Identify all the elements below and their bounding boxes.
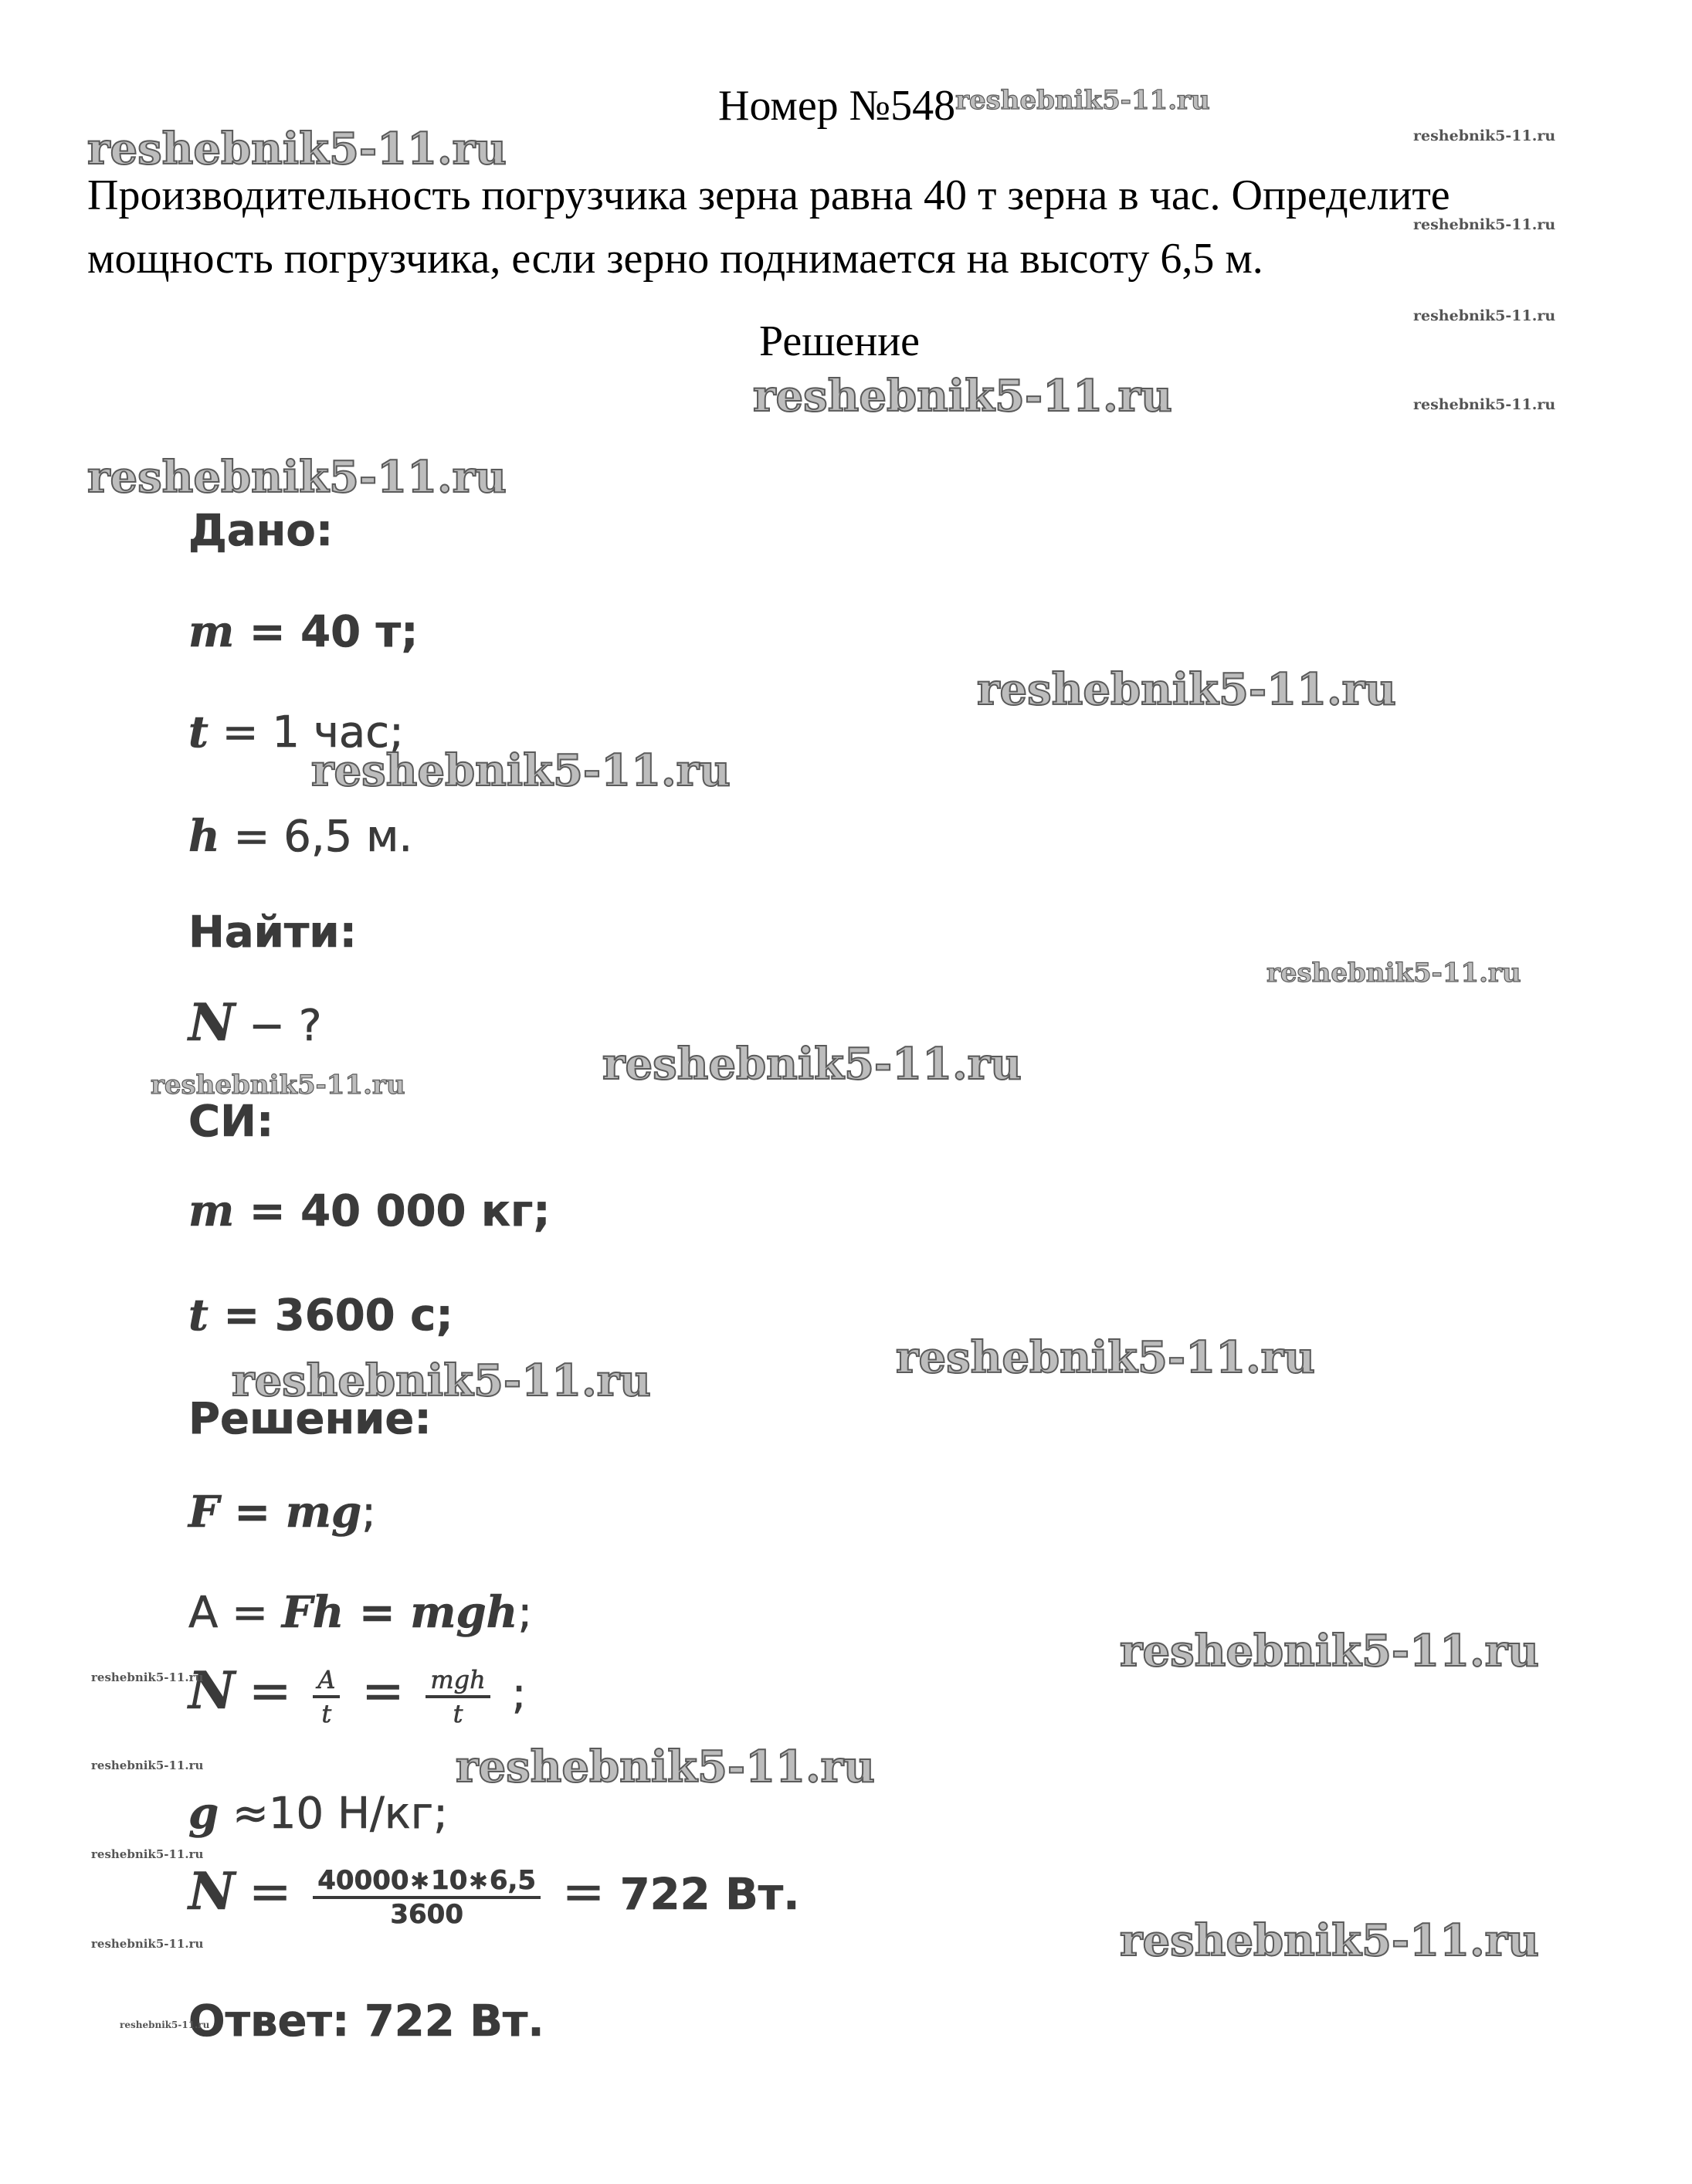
formula-force (188, 1487, 376, 1538)
var-m: m (188, 1185, 235, 1236)
calculation-result: 722 Вт. (605, 1870, 800, 1920)
given-mass-value: = 40 т; (234, 607, 419, 657)
fraction-denominator: 3600 (390, 1898, 463, 1930)
var-h: h (188, 811, 220, 862)
fraction-denominator: t (453, 1698, 463, 1728)
si-label: СИ: (188, 1097, 274, 1147)
watermark: reshebnik5-11.ru (91, 1847, 204, 1861)
var-t: t (188, 1290, 209, 1341)
fraction-numerator: 40000∗10∗6,5 (317, 1864, 537, 1896)
watermark: reshebnik5-11.ru (311, 745, 731, 796)
given-time-value: = 1 час; (208, 707, 404, 758)
var-N: N (188, 1660, 236, 1721)
g-value: ≈10 Н/кг; (219, 1789, 449, 1839)
given-height-value: = 6,5 м. (219, 812, 413, 862)
formula-g (188, 1788, 448, 1839)
fraction-denominator: t (321, 1698, 332, 1728)
given-label: Дано: (188, 506, 334, 556)
semicolon: ; (361, 1487, 376, 1538)
var-Fh: Fh (281, 1587, 344, 1638)
fraction-a-over-t (313, 1664, 340, 1729)
var-mg: mg (285, 1487, 362, 1538)
var-F: F (188, 1487, 219, 1538)
fraction-numerator: A (317, 1664, 336, 1694)
equals-sign: = (219, 1487, 286, 1538)
formula-work (188, 1587, 532, 1638)
var-N: N (188, 992, 236, 1053)
title-text: Номер №548 (718, 82, 956, 130)
watermark: reshebnik5-11.ru (87, 124, 507, 175)
watermark: reshebnik5-11.ru (602, 1039, 1022, 1090)
watermark: reshebnik5-11.ru (896, 1332, 1315, 1383)
watermark: reshebnik5-11.ru (1413, 307, 1556, 324)
si-mass (188, 1185, 551, 1236)
answer-line: Ответ: 722 Вт. (188, 1996, 544, 2047)
watermark: reshebnik5-11.ru (1120, 1915, 1539, 1966)
given-mass (188, 606, 418, 657)
semicolon: ; (511, 1669, 527, 1719)
var-t: t (188, 707, 209, 758)
find-power (188, 992, 322, 1053)
watermark: reshebnik5-11.ru (955, 85, 1210, 116)
watermark: reshebnik5-11.ru (1413, 216, 1556, 233)
problem-number-title (718, 81, 1210, 131)
equals-sign: = (249, 1862, 292, 1921)
watermark: reshebnik5-11.ru (120, 2020, 210, 2030)
equals-sign: = (361, 1661, 405, 1721)
var-g: g (188, 1788, 219, 1839)
find-power-value: − ? (235, 1001, 322, 1051)
solution-label: Решение: (188, 1394, 432, 1444)
si-time (188, 1290, 453, 1341)
watermark: reshebnik5-11.ru (151, 1070, 405, 1100)
watermark: reshebnik5-11.ru (87, 452, 507, 503)
formula-calculation (188, 1861, 800, 1930)
watermark: reshebnik5-11.ru (91, 1937, 204, 1951)
fraction-calculation (313, 1865, 541, 1930)
find-label: Найти: (188, 907, 357, 958)
var-N: N (188, 1861, 236, 1921)
equals-sign: = (561, 1862, 605, 1921)
watermark: reshebnik5-11.ru (1413, 396, 1556, 413)
si-mass-value: = 40 000 кг; (234, 1186, 551, 1236)
watermark: reshebnik5-11.ru (91, 1758, 204, 1772)
watermark: reshebnik5-11.ru (753, 371, 1172, 422)
watermark: reshebnik5-11.ru (1120, 1626, 1539, 1677)
solution-heading: Решение (759, 317, 921, 365)
var-mgh: mgh (410, 1587, 518, 1638)
semicolon: ; (517, 1588, 533, 1638)
watermark: reshebnik5-11.ru (91, 1670, 204, 1684)
fraction-numerator: mgh (430, 1664, 486, 1694)
watermark: reshebnik5-11.ru (456, 1741, 875, 1792)
si-time-value: = 3600 с; (208, 1290, 453, 1341)
equals-sign: = (344, 1588, 411, 1638)
watermark: reshebnik5-11.ru (1413, 127, 1556, 144)
equals-sign: = (249, 1661, 292, 1721)
watermark: reshebnik5-11.ru (232, 1355, 651, 1406)
formula-power (188, 1660, 526, 1729)
watermark: reshebnik5-11.ru (977, 664, 1396, 715)
fraction-mgh-over-t (426, 1664, 490, 1729)
work-lhs: А = (188, 1588, 282, 1638)
watermark: reshebnik5-11.ru (1266, 958, 1521, 989)
problem-statement: Производительность погрузчика зерна равна 40 т зерна в час. Определите мощность погрузчика, если зерно поднимается на высоту 6,5 м. (87, 171, 1450, 283)
given-height (188, 811, 412, 862)
var-m: m (188, 606, 235, 657)
